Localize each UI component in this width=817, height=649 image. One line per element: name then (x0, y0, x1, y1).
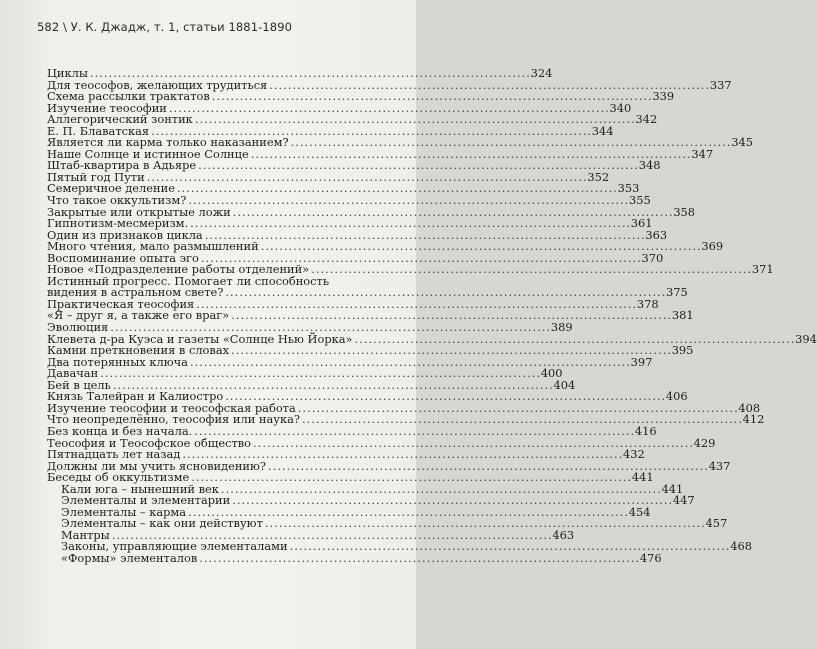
toc-entry-title: видения в астральном свете? (47, 285, 224, 300)
toc-entry-page: 463 (552, 527, 575, 542)
toc-entry-page: 348 (638, 158, 661, 173)
toc-entry-title: Два потерянных ключа (47, 354, 188, 369)
toc-entry-page: 345 (731, 135, 753, 150)
toc-entry-title: Должны ли мы учить ясновидению? (47, 458, 267, 473)
toc-entry-page: 340 (609, 100, 632, 115)
toc-entry-title: Схема рассылки трактатов (47, 89, 210, 104)
toc-entry-page: 337 (709, 77, 732, 92)
toc-entry-page: 441 (631, 470, 654, 485)
toc-entry-title: «Я – друг я, а также его враг» (47, 308, 230, 323)
toc-entry-title: Много чтения, мало размышлений (47, 239, 259, 254)
toc-entry-page: 355 (628, 193, 651, 208)
toc-entry-title: Кали юга – нынешний век (61, 481, 219, 496)
toc-entry-title: Является ли карма только наказанием? (47, 135, 289, 150)
toc-entry-page: 361 (630, 216, 653, 231)
toc-entry-page: 457 (705, 516, 728, 531)
toc-entry-page: 454 (628, 504, 651, 519)
toc-entry-title: Без конца и без начала. (47, 423, 193, 438)
toc-entry-title: Элементалы – карма (61, 504, 187, 519)
toc-entry-page: 406 (665, 389, 688, 404)
toc-entry-page: 358 (673, 204, 696, 219)
running-head: 582 \ У. К. Джадж, т. 1, статьи 1881-1890 (37, 20, 293, 34)
toc-entry-page: 369 (701, 239, 724, 254)
toc-entry-page: 371 (751, 262, 774, 277)
toc-entry-title: Что неопределённо, теософия или наука? (47, 412, 301, 427)
toc-entry-title: Что такое оккультизм? (47, 193, 187, 208)
toc-entry-page: 395 (671, 343, 694, 358)
toc-entry-title: Элементалы – как они действуют (61, 516, 263, 531)
toc-entry-page: 432 (623, 447, 645, 462)
toc-entry-page: 375 (666, 285, 688, 300)
toc-entry-page: 370 (641, 250, 664, 265)
toc-entry-page: 404 (553, 377, 576, 392)
toc-entry-page: 468 (730, 539, 752, 554)
toc-entry-title: Один из признаков цикла (47, 227, 203, 242)
toc-entry-title: Теософия и Теософское общество (47, 435, 252, 450)
toc-entry-page: 352 (587, 169, 610, 184)
toc-entry-title: Для теософов, желающих трудиться (47, 77, 268, 92)
toc-entry-title: Бей в цель (47, 377, 111, 392)
toc-entry-title: Беседы об оккультизме (47, 470, 190, 485)
toc-entry-title: Гипнотизм-месмеризм. (47, 216, 189, 231)
toc-entry-page: 394 (795, 331, 817, 346)
toc-entry-page: 447 (672, 493, 695, 508)
toc-entry-title: Давачан (47, 366, 99, 381)
toc-entry-page: 389 (550, 320, 573, 335)
toc-entry-title: Наше Солнце и истинное Солнце (47, 146, 249, 161)
toc-entry-title: Е. П. Блаватская (47, 123, 150, 138)
toc-entry-title: Семеричное деление (47, 181, 175, 196)
toc-entry-title: Истинный прогресс. Помогает ли способность (47, 273, 330, 288)
toc-entry-title: Камни преткновения в словах (47, 343, 230, 358)
toc-leader-dots (311, 264, 750, 276)
toc-entry-title: Закрытые или открытые ложи (47, 204, 231, 219)
toc-entry-page: 408 (738, 400, 761, 415)
toc-entry-title: Изучение теософии (47, 100, 167, 115)
toc-entry-page: 339 (652, 89, 675, 104)
toc-leader-dots (199, 553, 638, 565)
toc-entry-title: Мантры (61, 527, 110, 542)
toc-entry-page: 437 (708, 458, 731, 473)
toc-entry-title: Циклы (47, 66, 88, 80)
toc-entry-page: 363 (645, 227, 668, 242)
toc-entry-page: 397 (630, 354, 653, 369)
table-of-contents (47, 66, 817, 565)
toc-entry-page: 429 (693, 435, 716, 450)
toc-entry-page: 378 (636, 296, 659, 311)
toc-entry-page: 353 (617, 181, 640, 196)
toc-entry-title: Штаб-квартира в Адьяре (47, 158, 197, 173)
toc-entry-page: 416 (634, 423, 657, 438)
toc-entry-title: Законы, управляющие элементалами (61, 539, 288, 554)
toc-entry-title: Воспоминание опыта эго (47, 250, 199, 265)
toc-entry-page: 324 (530, 66, 553, 80)
toc-entry-title: Эволюция (47, 320, 109, 335)
toc-entry-title: Элементалы и элементарии (61, 493, 231, 508)
toc-entry-title: Князь Талейран и Калиостро (47, 389, 224, 404)
toc-entry-title: Пятый год Пути (47, 169, 145, 184)
toc-entry-page: 342 (635, 112, 658, 127)
toc-entry-page: 476 (639, 550, 662, 565)
toc-entry (47, 550, 662, 565)
toc-entry-page: 441 (661, 481, 684, 496)
toc-entry-title: Пятнадцать лет назад (47, 447, 181, 462)
toc-entry-page: 400 (540, 366, 563, 381)
toc-entry-page: 412 (742, 412, 765, 427)
toc-entry-title: Клевета д-ра Куэса и газеты «Солнце Нью Йорка» (47, 331, 353, 346)
toc-entry-title: Изучение теософии и теософская работа (47, 400, 296, 415)
toc-entry-title: Аллегорический зонтик (47, 112, 193, 127)
toc-entry-page: 381 (671, 308, 694, 323)
toc-entry-title: Новое «Подразделение работы отделений» (47, 262, 310, 277)
toc-entry-title: Практическая теософия (47, 296, 195, 311)
toc-entry-page: 347 (691, 146, 714, 161)
toc-entry-page: 344 (591, 123, 614, 138)
toc-entry-title: «Формы» элементалов (61, 550, 198, 565)
